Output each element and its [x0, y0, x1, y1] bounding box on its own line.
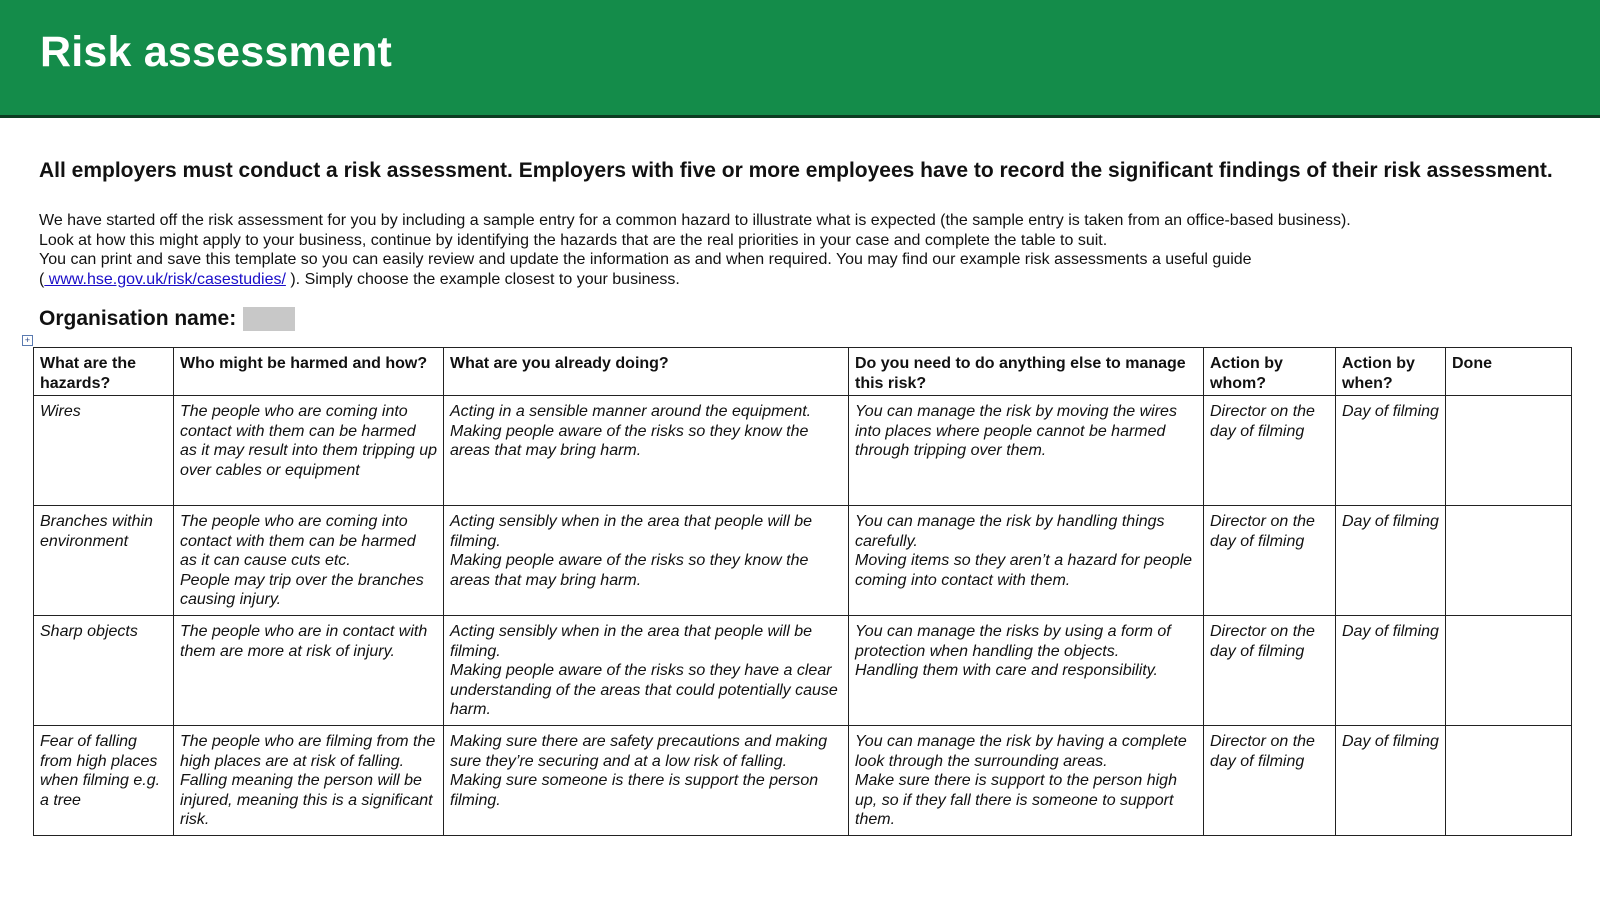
cell-line: Make sure there is support to the person high up, so if they fall there is someone to support them.: [855, 772, 1177, 828]
cell-hazard[interactable]: [34, 726, 174, 836]
cell-hazard[interactable]: [34, 506, 174, 616]
cell-line: Sharp objects: [40, 623, 138, 640]
cell-line: You can manage the risk by having a complete look through the surrounding areas.: [855, 733, 1187, 770]
risk-table-wrapper: [24, 335, 1560, 836]
cell-doing[interactable]: [444, 506, 849, 616]
header-banner: [0, 0, 1600, 118]
cell-by-when[interactable]: Day of filming: [1336, 506, 1446, 616]
page-title: Risk assessment: [40, 28, 392, 76]
table-header-row: [34, 348, 1572, 396]
risk-table: [33, 347, 1572, 836]
cell-by-when[interactable]: Day of filming: [1336, 616, 1446, 726]
cell-line: The people who are coming into contact with them can be harmed as it can cause cuts etc.: [180, 513, 416, 569]
cell-done[interactable]: [1446, 506, 1572, 616]
cell-line: The people who are filming from the high places are at risk of falling.: [180, 733, 436, 770]
table-row: [34, 396, 1572, 506]
document-body: [0, 158, 1600, 836]
cell-doing[interactable]: [444, 616, 849, 726]
cell-else[interactable]: [849, 396, 1204, 506]
cell-done[interactable]: [1446, 616, 1572, 726]
cell-line: Acting in a sensible manner around the equipment.: [450, 403, 812, 420]
cell-line: Fear of falling from high places when filming e.g. a tree: [40, 733, 161, 809]
case-studies-link[interactable]: www.hse.gov.uk/risk/casestudies/: [44, 270, 286, 288]
cell-doing[interactable]: [444, 396, 849, 506]
intro-paragraph: [39, 211, 1560, 289]
cell-by-whom[interactable]: Director on the day of filming: [1204, 726, 1336, 836]
cell-line: Moving items so they aren’t a hazard for people coming into contact with them.: [855, 552, 1193, 589]
table-row: [34, 616, 1572, 726]
cell-who[interactable]: [174, 506, 444, 616]
link-open-paren: (: [39, 270, 45, 288]
organisation-name-field[interactable]: [243, 307, 295, 331]
cell-hazard[interactable]: [34, 616, 174, 726]
cell-line: People may trip over the branches causing injury.: [180, 571, 424, 608]
cell-line: Handling them with care and responsibility.: [855, 662, 1158, 679]
cell-line: The people who are in contact with them are more at risk of injury.: [180, 623, 428, 660]
cell-done[interactable]: [1446, 726, 1572, 836]
cell-line: Making sure someone is there is support the person filming.: [450, 772, 819, 809]
intro-line-with-link: [39, 270, 1560, 290]
header-already-doing: What are you already doing?: [444, 348, 849, 396]
cell-else[interactable]: [849, 616, 1204, 726]
cell-line: You can manage the risks by using a form of protection when handling the objects.: [855, 623, 1171, 660]
cell-line: Making people aware of the risks so they know the areas that may bring harm.: [450, 422, 809, 459]
cell-by-when[interactable]: Day of filming: [1336, 396, 1446, 506]
cell-who[interactable]: [174, 396, 444, 506]
header-action-by-when: Action by when?: [1336, 348, 1446, 396]
intro-line: You can print and save this template so you can easily review and update the information as and when required. You may find our example risk assessments a useful guide: [39, 251, 1252, 268]
cell-line: Making people aware of the risks so they have a clear understanding of the areas that could potentially cause harm.: [450, 662, 838, 718]
cell-hazard[interactable]: [34, 396, 174, 506]
cell-else[interactable]: [849, 726, 1204, 836]
cell-line: Falling meaning the person will be injured, meaning this is a significant risk.: [180, 772, 433, 828]
organisation-row: [39, 307, 1560, 331]
cell-else[interactable]: [849, 506, 1204, 616]
cell-line: Acting sensibly when in the area that people will be filming.: [450, 623, 812, 660]
cell-who[interactable]: [174, 726, 444, 836]
cell-by-when[interactable]: Day of filming: [1336, 726, 1446, 836]
intro-line: Look at how this might apply to your business, continue by identifying the hazards that are the real priorities in your case and complete the table to suit.: [39, 231, 1108, 249]
header-done: Done: [1446, 348, 1572, 396]
table-row: [34, 506, 1572, 616]
cell-by-whom[interactable]: Director on the day of filming: [1204, 506, 1336, 616]
cell-by-whom[interactable]: Director on the day of filming: [1204, 616, 1336, 726]
header-action-by-whom: Action by whom?: [1204, 348, 1336, 396]
organisation-label: Organisation name:: [39, 307, 237, 330]
intro-line: We have started off the risk assessment for you by including a sample entry for a common hazard to illustrate what is expected (the sample entry is taken from an office-based business).: [39, 212, 1351, 229]
cell-done[interactable]: [1446, 396, 1572, 506]
link-close-paren: ).: [285, 270, 301, 288]
cell-line: The people who are coming into contact with them can be harmed as it may result into them tripping up over cables or equipment: [180, 403, 438, 479]
table-move-handle-icon[interactable]: +: [22, 335, 33, 346]
cell-line: Branches within environment: [40, 513, 153, 550]
cell-by-whom[interactable]: Director on the day of filming: [1204, 396, 1336, 506]
cell-line: Wires: [40, 403, 81, 420]
cell-line: Making people aware of the risks so they know the areas that may bring harm.: [450, 552, 809, 589]
header-anything-else: Do you need to do anything else to manage this risk?: [849, 348, 1204, 396]
cell-line: Making sure there are safety precautions and making sure they’re securing and at a low risk of falling.: [450, 733, 828, 770]
lead-statement: All employers must conduct a risk assessment. Employers with five or more employees have to record the significant findings of their risk assessment.: [39, 159, 1553, 182]
header-who-harmed: Who might be harmed and how?: [174, 348, 444, 396]
intro-line-tail: Simply choose the example closest to your business.: [300, 270, 680, 288]
cell-doing[interactable]: [444, 726, 849, 836]
cell-who[interactable]: [174, 616, 444, 726]
cell-line: You can manage the risk by moving the wires into places where people cannot be harmed through tripping over them.: [855, 403, 1177, 459]
table-row: [34, 726, 1572, 836]
header-hazards: What are the hazards?: [34, 348, 174, 396]
cell-line: Acting sensibly when in the area that people will be filming.: [450, 513, 812, 550]
cell-line: You can manage the risk by handling things carefully.: [855, 513, 1165, 550]
